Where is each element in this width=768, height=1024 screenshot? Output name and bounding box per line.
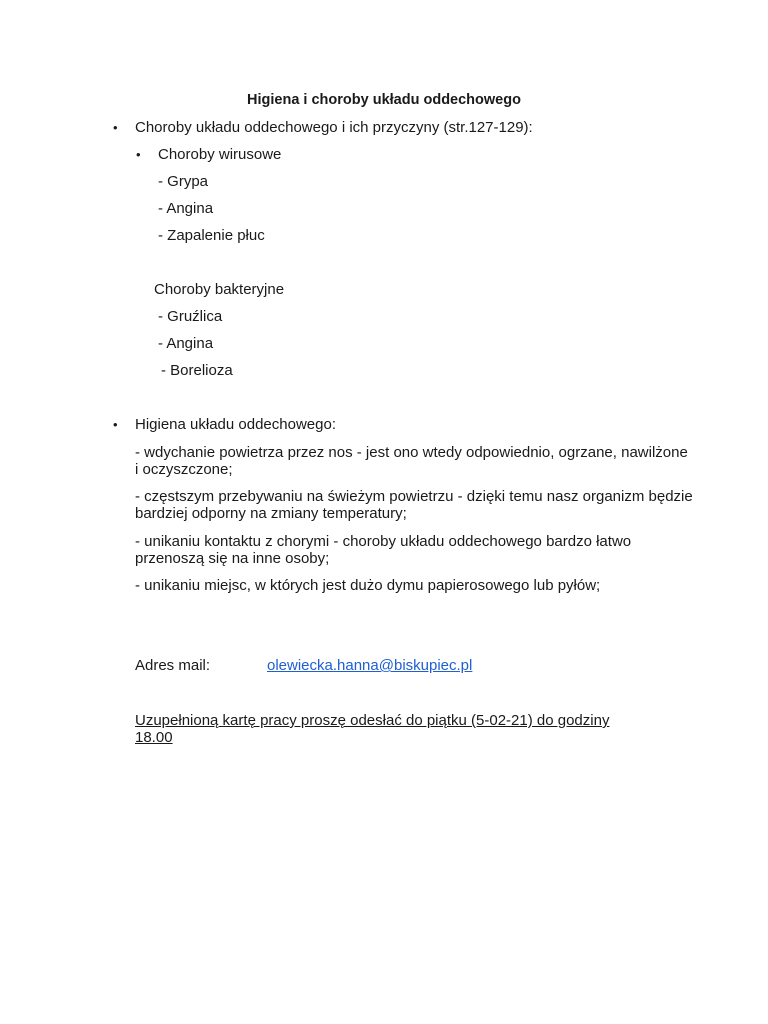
viral-bullet: • <box>136 147 141 162</box>
email-link[interactable]: olewiecka.hanna@biskupiec.pl <box>267 657 473 674</box>
email-label: Adres mail: <box>135 657 211 674</box>
bacterial-heading: Choroby bakteryjne <box>154 281 285 298</box>
viral-item-zapalenie: - Zapalenie płuc <box>158 227 265 244</box>
bacterial-item-gruzlica: - Gruźlica <box>158 308 223 325</box>
bacterial-item-borelioza: - Borelioza <box>161 362 233 379</box>
viral-item-grypa: - Grypa <box>158 173 209 190</box>
hygiene-point-1: - wdychanie powietrza przez nos - jest ono wtedy odpowiednio, ogrzane, nawilżone i oczyszczone; <box>135 444 688 478</box>
hygiene-point-4: - unikaniu miejsc, w których jest dużo dymu papierosowego lub pyłów; <box>135 577 601 594</box>
deadline-line1: Uzupełnioną kartę pracy proszę odesłać do piątku (5-02-21) do godziny <box>135 712 610 729</box>
section2-bullet: • <box>113 417 118 432</box>
deadline-line2: 18.00 <box>135 729 173 746</box>
bacterial-item-angina: - Angina <box>158 335 214 352</box>
viral-heading: Choroby wirusowe <box>158 146 282 163</box>
hygiene-point-3: - unikaniu kontaktu z chorymi - choroby układu oddechowego bardzo łatwo przenoszą się na inne osoby; <box>135 533 632 567</box>
deadline-note <box>135 712 655 746</box>
section2-heading: Higiena układu oddechowego: <box>135 416 336 433</box>
section1-bullet: • <box>113 120 118 135</box>
section1-heading: Choroby układu oddechowego i ich przyczyny (str.127-129): <box>135 119 533 136</box>
hygiene-point-2: - częstszym przebywaniu na świeżym powietrzu - dzięki temu nasz organizm będzie bardziej odporny na zmiany temperatury; <box>135 488 693 522</box>
document-title: Higiena i choroby układu oddechowego <box>247 92 521 108</box>
viral-item-angina: - Angina <box>158 200 214 217</box>
